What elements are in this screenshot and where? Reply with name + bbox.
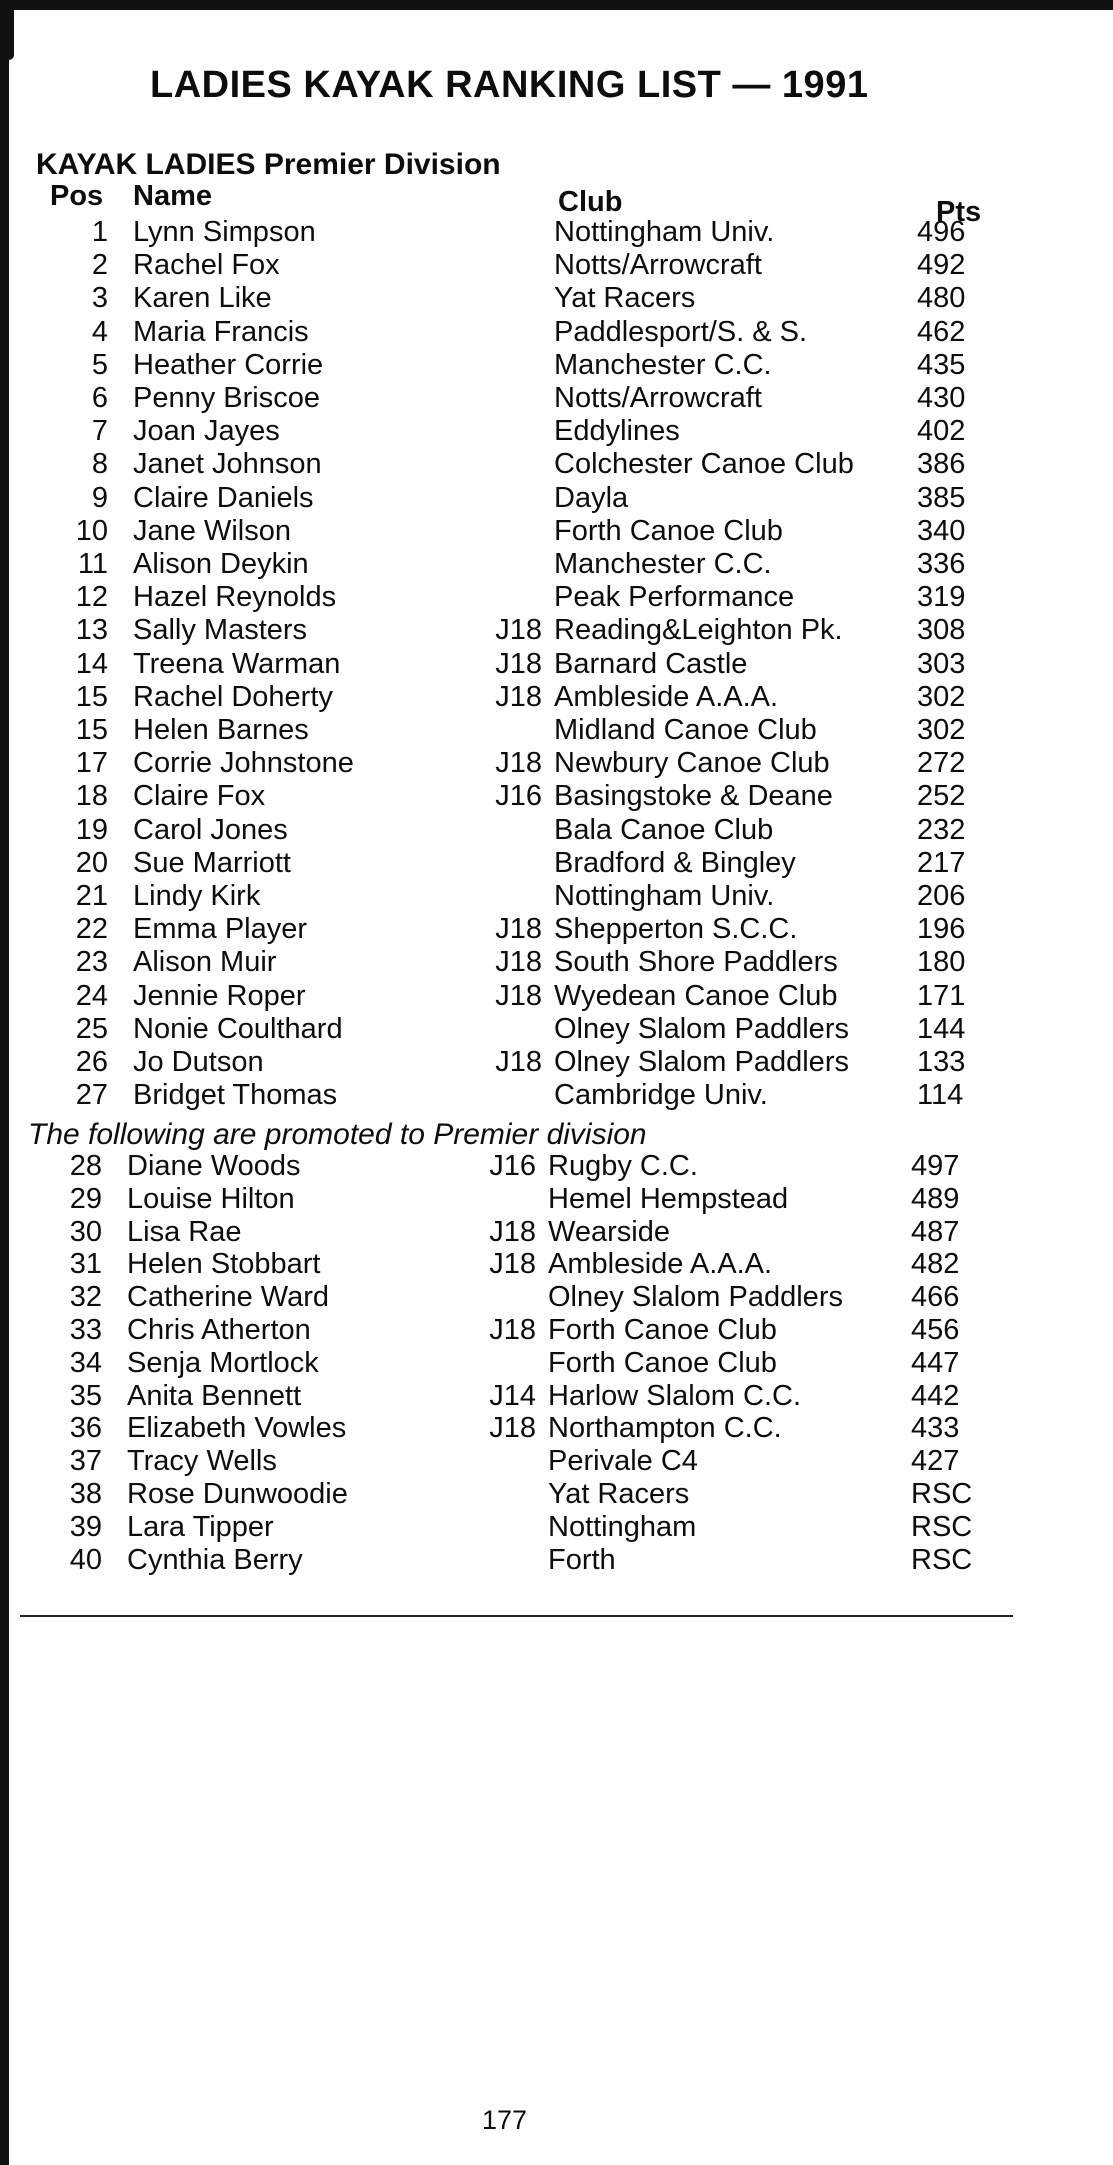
row-pos: 15 — [75, 680, 108, 713]
row-points: 466 — [911, 1281, 960, 1314]
row-name: Chris Atherton — [127, 1314, 311, 1346]
row-points: 196 — [917, 913, 966, 946]
row-pos: 40 — [69, 1543, 102, 1576]
row-name: Corrie Johnstone — [133, 747, 354, 780]
row-pos: 15 — [75, 714, 108, 746]
row-club: Colchester Canoe Club — [554, 448, 854, 481]
row-club: Wyedean Canoe Club — [554, 979, 838, 1012]
row-name: Joan Jayes — [133, 415, 280, 448]
row-pos: 25 — [75, 1012, 108, 1045]
row-pos: 14 — [75, 647, 108, 680]
row-pos: 5 — [91, 348, 108, 381]
row-name: Janet Johnson — [133, 448, 322, 481]
row-junior-class: J16 — [495, 780, 542, 813]
row-pos: 11 — [77, 548, 108, 580]
row-name: Alison Muir — [133, 946, 277, 979]
row-club: Nottingham Univ. — [554, 216, 775, 248]
row-junior-class: J18 — [495, 1046, 542, 1078]
table-row — [0, 747, 1113, 780]
row-club: Yat Racers — [554, 282, 696, 315]
row-junior-class: J18 — [489, 1412, 536, 1445]
row-points: 232 — [917, 813, 966, 846]
row-name: Anita Bennett — [127, 1379, 302, 1412]
row-club: Notts/Arrowcraft — [554, 249, 762, 282]
table-row — [0, 1216, 1113, 1249]
table-row — [0, 482, 1113, 515]
row-club: Paddlesport/S. & S. — [554, 315, 808, 348]
row-name: Karen Like — [133, 282, 272, 315]
table-row — [0, 1347, 1113, 1380]
row-points: 114 — [917, 1079, 964, 1112]
row-points: RSC — [911, 1478, 973, 1510]
row-name: Senja Mortlock — [127, 1346, 319, 1379]
table-row — [0, 282, 1113, 315]
row-club: Newbury Canoe Club — [554, 747, 830, 780]
row-name: Elizabeth Vowles — [127, 1412, 347, 1445]
row-pos: 1 — [91, 216, 108, 248]
row-club: Forth Canoe Club — [548, 1346, 777, 1379]
row-club: Midland Canoe Club — [554, 714, 817, 746]
row-junior-class: J18 — [495, 979, 542, 1012]
page-number: 177 — [482, 2105, 528, 2135]
row-pos: 21 — [75, 880, 108, 912]
row-club: Eddylines — [554, 415, 680, 448]
row-club: Olney Slalom Paddlers — [554, 1012, 849, 1045]
row-name: Sally Masters — [133, 614, 308, 647]
row-club: Olney Slalom Paddlers — [554, 1046, 849, 1078]
row-name: Claire Fox — [133, 780, 266, 813]
row-points: 492 — [917, 249, 966, 282]
row-points: RSC — [911, 1543, 973, 1576]
row-junior-class: J18 — [489, 1248, 536, 1281]
promotion-note: The following are promoted to Premier division — [28, 1118, 647, 1151]
row-club: Manchester C.C. — [554, 348, 772, 381]
row-club: Peak Performance — [554, 581, 795, 614]
row-pos: 24 — [75, 979, 108, 1012]
row-points: 303 — [917, 647, 966, 680]
table-row — [0, 1281, 1113, 1314]
row-points: 308 — [917, 614, 966, 647]
row-junior-class: J18 — [495, 946, 542, 979]
row-club: Shepperton S.C.C. — [554, 913, 798, 946]
row-club: Ambleside A.A.A. — [554, 680, 779, 713]
row-pos: 18 — [75, 780, 108, 813]
row-name: Lindy Kirk — [133, 880, 261, 912]
table-row — [0, 1544, 1113, 1577]
table-row — [0, 316, 1113, 349]
table-row — [0, 1445, 1113, 1478]
row-club: Nottingham Univ. — [554, 880, 775, 912]
row-club: Dayla — [554, 481, 629, 514]
row-points: 442 — [911, 1379, 960, 1412]
table-row — [0, 382, 1113, 415]
row-points: 319 — [917, 581, 966, 614]
table-row — [0, 880, 1113, 913]
row-club: Bala Canoe Club — [554, 813, 774, 846]
row-name: Jane Wilson — [133, 514, 291, 547]
row-pos: 37 — [69, 1445, 102, 1478]
row-points: 336 — [917, 548, 966, 580]
row-junior-class: J18 — [495, 913, 542, 946]
row-pos: 7 — [91, 415, 108, 448]
table-row — [0, 814, 1113, 847]
row-club: Harlow Slalom C.C. — [548, 1379, 801, 1412]
row-club: Yat Racers — [548, 1478, 690, 1510]
table-row — [0, 1412, 1113, 1445]
row-points: RSC — [911, 1510, 973, 1543]
row-club: Barnard Castle — [554, 647, 748, 680]
row-points: 456 — [911, 1314, 960, 1346]
row-name: Jo Dutson — [133, 1046, 264, 1078]
row-club: Bradford & Bingley — [554, 846, 796, 879]
row-points: 272 — [917, 747, 966, 780]
row-name: Helen Stobbart — [127, 1248, 321, 1281]
row-points: 340 — [917, 514, 966, 547]
row-pos: 12 — [75, 581, 108, 614]
table-row — [0, 548, 1113, 581]
row-name: Hazel Reynolds — [133, 581, 337, 614]
table-row — [0, 216, 1113, 249]
row-points: 402 — [917, 415, 966, 448]
row-club: Notts/Arrowcraft — [554, 382, 762, 414]
row-junior-class: J18 — [495, 647, 542, 680]
table-row — [0, 1013, 1113, 1046]
row-points: 462 — [917, 315, 966, 348]
row-club: Cambridge Univ. — [554, 1079, 768, 1112]
row-pos: 32 — [69, 1281, 102, 1314]
row-club: Northampton C.C. — [548, 1412, 782, 1445]
division-heading: KAYAK LADIES Premier Division — [36, 148, 501, 181]
row-name: Diane Woods — [127, 1150, 301, 1182]
row-name: Rachel Fox — [133, 249, 280, 282]
table-row — [0, 1183, 1113, 1216]
row-junior-class: J18 — [495, 747, 542, 780]
row-name: Lara Tipper — [127, 1510, 274, 1543]
table-row — [0, 1046, 1113, 1079]
row-points: 302 — [917, 714, 966, 746]
row-points: 302 — [917, 680, 966, 713]
row-club: South Shore Paddlers — [554, 946, 838, 979]
table-row — [0, 1150, 1113, 1183]
row-club: Olney Slalom Paddlers — [548, 1281, 843, 1314]
row-name: Rachel Doherty — [133, 680, 333, 713]
row-pos: 4 — [91, 315, 108, 348]
row-pos: 31 — [69, 1248, 102, 1281]
row-club: Rugby C.C. — [548, 1150, 698, 1182]
row-name: Alison Deykin — [133, 548, 309, 580]
row-name: Emma Player — [133, 913, 308, 946]
row-points: 252 — [917, 780, 966, 813]
row-junior-class: J18 — [495, 614, 542, 647]
row-name: Helen Barnes — [133, 714, 309, 746]
row-points: 133 — [917, 1046, 966, 1078]
row-pos: 13 — [75, 614, 108, 647]
row-pos: 17 — [75, 747, 108, 780]
row-points: 482 — [911, 1248, 960, 1281]
row-pos: 20 — [75, 846, 108, 879]
row-pos: 29 — [69, 1182, 102, 1215]
row-name: Heather Corrie — [133, 348, 324, 381]
table-row — [0, 1248, 1113, 1281]
row-points: 480 — [917, 282, 966, 315]
table-row — [0, 1478, 1113, 1511]
table-row — [0, 249, 1113, 282]
row-points: 385 — [917, 481, 966, 514]
row-pos: 28 — [69, 1150, 102, 1182]
row-club: Nottingham — [548, 1510, 697, 1543]
row-points: 496 — [917, 216, 966, 248]
row-pos: 22 — [75, 913, 108, 946]
row-club: Ambleside A.A.A. — [548, 1248, 773, 1281]
table-row — [0, 946, 1113, 979]
row-junior-class: J14 — [489, 1379, 536, 1412]
row-pos: 3 — [91, 282, 108, 315]
row-pos: 35 — [69, 1379, 102, 1412]
row-name: Cynthia Berry — [127, 1543, 303, 1576]
table-row — [0, 847, 1113, 880]
table-row — [0, 1511, 1113, 1544]
table-row — [0, 913, 1113, 946]
row-club: Forth — [548, 1543, 616, 1576]
row-name: Nonie Coulthard — [133, 1012, 343, 1045]
table-row — [0, 980, 1113, 1013]
row-points: 427 — [911, 1445, 960, 1478]
row-junior-class: J18 — [489, 1215, 536, 1248]
row-club: Forth Canoe Club — [554, 514, 783, 547]
row-pos: 19 — [75, 813, 108, 846]
row-club: Basingstoke & Deane — [554, 780, 833, 813]
table-row — [0, 515, 1113, 548]
row-pos: 27 — [75, 1079, 108, 1112]
column-header-pts: Pts — [936, 196, 982, 228]
row-club: Forth Canoe Club — [548, 1314, 777, 1346]
column-header-pos: Pos — [50, 180, 104, 212]
row-points: 171 — [917, 979, 966, 1012]
table-row — [0, 415, 1113, 448]
row-name: Jennie Roper — [133, 979, 306, 1012]
row-name: Lisa Rae — [127, 1215, 242, 1248]
row-pos: 39 — [69, 1510, 102, 1543]
row-points: 489 — [911, 1182, 960, 1215]
row-name: Rose Dunwoodie — [127, 1478, 348, 1510]
row-name: Bridget Thomas — [133, 1079, 338, 1112]
row-name: Claire Daniels — [133, 481, 314, 514]
row-pos: 2 — [91, 249, 108, 282]
row-club: Wearside — [548, 1215, 670, 1248]
row-points: 487 — [911, 1215, 960, 1248]
table-row — [0, 648, 1113, 681]
table-row — [0, 1079, 1113, 1112]
row-pos: 9 — [91, 481, 108, 514]
row-points: 447 — [911, 1346, 960, 1379]
row-junior-class: J18 — [495, 680, 542, 713]
column-header-name: Name — [133, 180, 212, 212]
row-points: 433 — [911, 1412, 960, 1445]
row-pos: 6 — [91, 382, 108, 414]
row-junior-class: J16 — [489, 1150, 536, 1182]
row-name: Tracy Wells — [127, 1445, 277, 1478]
table-row — [0, 714, 1113, 747]
row-points: 386 — [917, 448, 966, 481]
row-pos: 33 — [69, 1314, 102, 1346]
row-name: Carol Jones — [133, 813, 288, 846]
row-pos: 10 — [75, 514, 108, 547]
table-row — [0, 780, 1113, 813]
row-pos: 34 — [69, 1346, 102, 1379]
bottom-rule — [20, 1615, 1013, 1617]
row-points: 180 — [917, 946, 966, 979]
row-pos: 8 — [91, 448, 108, 481]
row-name: Sue Marriott — [133, 846, 291, 879]
row-pos: 30 — [69, 1215, 102, 1248]
column-header-club: Club — [558, 186, 623, 218]
row-name: Treena Warman — [133, 647, 341, 680]
table-row — [0, 614, 1113, 647]
row-name: Catherine Ward — [127, 1281, 330, 1314]
row-junior-class: J18 — [489, 1314, 536, 1346]
row-pos: 38 — [69, 1478, 102, 1510]
table-row — [0, 681, 1113, 714]
row-name: Penny Briscoe — [133, 382, 320, 414]
row-club: Hemel Hempstead — [548, 1182, 789, 1215]
row-points: 217 — [917, 846, 966, 879]
row-pos: 23 — [75, 946, 108, 979]
row-name: Louise Hilton — [127, 1182, 295, 1215]
table-row — [0, 349, 1113, 382]
row-points: 430 — [917, 382, 966, 414]
page-title: LADIES KAYAK RANKING LIST — 1991 — [150, 64, 869, 106]
row-points: 497 — [911, 1150, 960, 1182]
row-club: Manchester C.C. — [554, 548, 772, 580]
row-club: Reading&Leighton Pk. — [554, 614, 843, 647]
table-row — [0, 1380, 1113, 1413]
row-points: 144 — [917, 1012, 966, 1045]
row-pos: 36 — [69, 1412, 102, 1445]
row-name: Lynn Simpson — [133, 216, 316, 248]
table-row — [0, 581, 1113, 614]
row-pos: 26 — [75, 1046, 108, 1078]
row-points: 435 — [917, 348, 966, 381]
row-name: Maria Francis — [133, 315, 309, 348]
table-row — [0, 1314, 1113, 1347]
row-club: Perivale C4 — [548, 1445, 698, 1478]
row-points: 206 — [917, 880, 966, 912]
table-row — [0, 448, 1113, 481]
